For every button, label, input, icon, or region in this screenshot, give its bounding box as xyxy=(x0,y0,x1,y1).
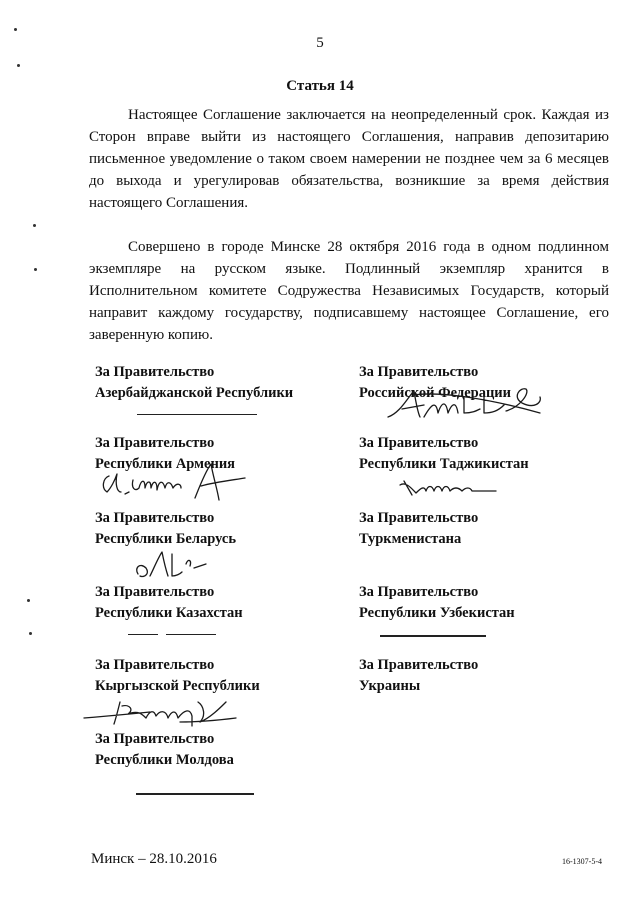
signatory-moldova xyxy=(95,729,234,771)
signatory-line2: Азербайджанской Республики xyxy=(95,385,294,401)
scan-mark xyxy=(34,268,37,271)
signatory-line2: Республики Казахстан xyxy=(95,605,243,621)
signatory-line1: За Правительство xyxy=(359,435,479,451)
signatory-line2: Республики Молдова xyxy=(95,752,234,768)
signatory-line1: За Правительство xyxy=(95,510,215,526)
signatory-line1: За Правительство xyxy=(95,657,215,673)
signature-line-azerbaijan xyxy=(137,414,257,415)
footer-document-code: 16-1307-5-4 xyxy=(562,857,602,866)
signatory-line2: Республики Беларусь xyxy=(95,531,237,547)
scan-mark xyxy=(33,224,36,227)
signatory-line2: Кыргызской Республики xyxy=(95,678,260,694)
signature-belarus xyxy=(132,548,212,582)
signatory-line1: За Правительство xyxy=(95,435,215,451)
signatory-line1: За Правительство xyxy=(95,364,215,380)
signatory-line1: За Правительство xyxy=(95,731,215,747)
scan-mark xyxy=(17,64,20,67)
article-paragraph: Настоящее Соглашение заключается на неопределенный срок. Каждая из Сторон вправе выйти из настоящего Соглашения, направив депозитарию письменное уведомление о таком своем намерении не позднее чем за 6 месяцев до выхода и урегулировав обязательства, возникшие за время действия настоящего Соглашения. xyxy=(89,107,609,211)
signatory-line2: Украины xyxy=(359,678,421,694)
signatory-line2: Республики Таджикистан xyxy=(359,456,529,472)
signatory-line1: За Правительство xyxy=(95,584,215,600)
signatory-line1: За Правительство xyxy=(359,584,479,600)
article-title: Статья 14 xyxy=(286,78,354,94)
footer-place-date: Минск – 28.10.2016 xyxy=(91,851,217,867)
signature-line-kazakhstan xyxy=(128,634,158,635)
signatory-azerbaijan xyxy=(95,362,293,404)
signatory-line2: Республики Узбекистан xyxy=(359,605,515,621)
signature-line-moldova xyxy=(136,793,254,795)
signature-line-kazakhstan-2 xyxy=(166,634,216,635)
closing-paragraph: Совершено в городе Минске 28 октября 2016 года в одном подлинном экземпляре на русском языке. Подлинный экземпляр хранится в Исполнительном комитете Содружества Независимых Государств, который направит каждому государству, подписавшему настоящее Соглашение, его заверенную копию. xyxy=(89,239,609,343)
signatory-line1: За Правительство xyxy=(359,364,479,380)
signatory-kazakhstan xyxy=(95,582,243,624)
scan-mark xyxy=(29,632,32,635)
scan-mark xyxy=(14,28,17,31)
page-number: 5 xyxy=(316,35,324,51)
signatory-belarus xyxy=(95,508,236,550)
signatory-ukraine xyxy=(359,655,478,697)
signatory-line2: Российской Федерации xyxy=(359,385,512,401)
signatory-line1: За Правительство xyxy=(359,510,479,526)
signature-line-uzbekistan xyxy=(380,635,486,637)
signatory-turkmenistan xyxy=(359,508,478,550)
scan-mark xyxy=(27,599,30,602)
signature-armenia xyxy=(95,458,255,506)
signature-russia xyxy=(380,383,550,425)
signatory-line2: Республики Армения xyxy=(95,456,236,472)
signatory-uzbekistan xyxy=(359,582,515,624)
signatory-kyrgyzstan xyxy=(95,655,260,697)
signature-tajikistan xyxy=(396,475,500,503)
signatory-line1: За Правительство xyxy=(359,657,479,673)
signatory-tajikistan xyxy=(359,433,529,475)
signature-kyrgyzstan xyxy=(80,696,240,730)
signatory-line2: Туркменистана xyxy=(359,531,462,547)
